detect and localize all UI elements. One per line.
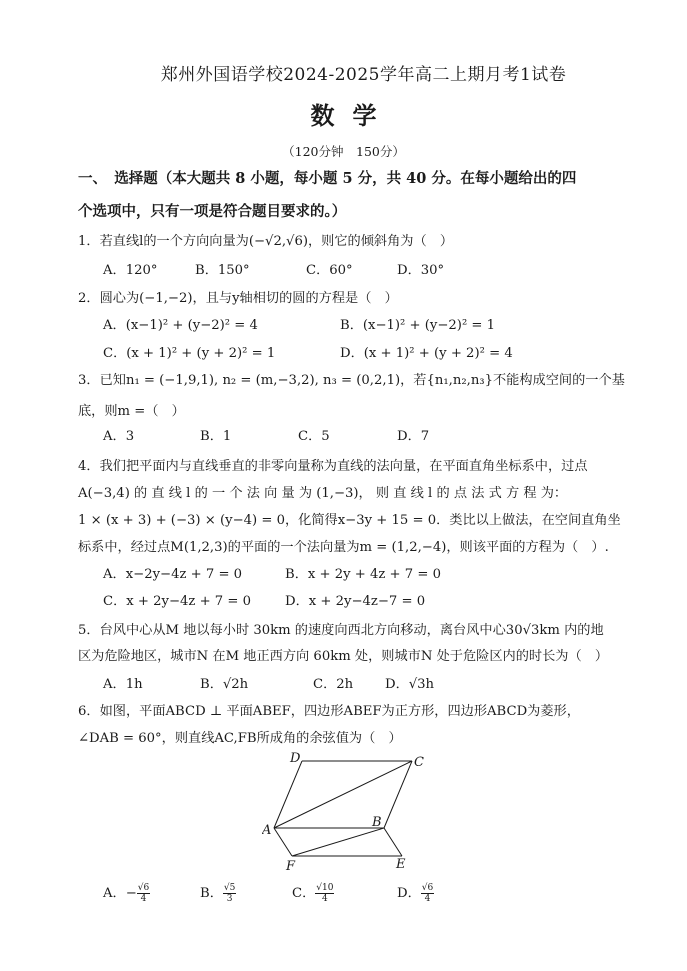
q3-stem-line2: 底，则m =（ ） — [78, 404, 185, 419]
q6-geometry-figure — [262, 748, 432, 870]
q6-stem-line1: 6．如图，平面ABCD ⊥ 平面ABEF，四边形ABEF为正方形，四边形ABCD为菱形， — [78, 704, 580, 719]
q5-option-b: B．√2h — [200, 677, 249, 692]
exam-timing: （120分钟 150分） — [282, 144, 405, 159]
q6-option-b-letter: B． — [200, 886, 223, 901]
q2-option-d: D．(x + 1)² + (y + 2)² = 4 — [340, 346, 513, 361]
q2-option-b: B．(x−1)² + (y−2)² = 1 — [340, 318, 496, 333]
q3-option-d: D．7 — [397, 429, 430, 444]
q6-option-a — [103, 882, 150, 904]
section-heading-line2: 个选项中，只有一项是符合题目要求的。） — [78, 203, 347, 220]
q4-stem-line4: 标系中，经过点M(1,2,3)的平面的一个法向量为m = (1,2,−4)，则该平面的方程为（ ）. — [78, 540, 609, 555]
q5-option-d: D．√3h — [385, 677, 435, 692]
section-heading-line1: 一、 选择题（本大题共 8 小题，每小题 5 分，共 40 分。在每小题给出的四 — [78, 170, 577, 187]
q5-option-c: C．2h — [313, 677, 354, 692]
q6-stem-line2: ∠DAB = 60°，则直线AC,FB所成角的余弦值为（ ） — [78, 731, 402, 746]
q3-option-a: A．3 — [103, 429, 135, 444]
q6-option-b — [200, 882, 236, 904]
q4-option-b: B．x + 2y + 4z + 7 = 0 — [285, 567, 442, 582]
q1-option-d: D．30° — [397, 263, 445, 278]
q6-option-b-denominator: 3 — [226, 894, 233, 904]
q3-option-c: C．5 — [298, 429, 330, 444]
label-a: A — [262, 823, 272, 838]
q6-option-a-fraction — [137, 883, 150, 904]
q4-stem-line1: 4．我们把平面内与直线垂直的非零向量称为直线的法向量，在平面直角坐标系中，过点 — [78, 459, 588, 474]
school-title: 郑州外国语学校2024-2025学年高二上期月考1试卷 — [160, 65, 567, 85]
q6-option-c-denominator: 4 — [322, 894, 328, 904]
label-b: B — [372, 815, 382, 830]
q1-option-a: A．120° — [103, 263, 158, 278]
q4-option-a: A．x−2y−4z + 7 = 0 — [103, 567, 243, 582]
q2-option-a: A．(x−1)² + (y−2)² = 4 — [103, 318, 258, 333]
q6-option-d-numerator: √6 — [421, 883, 434, 893]
q6-option-b-numerator: √5 — [223, 883, 236, 893]
q1-option-c: C．60° — [306, 263, 353, 278]
edge-be — [384, 828, 402, 856]
q6-option-a-numerator: √6 — [137, 883, 150, 893]
edge-af — [274, 828, 292, 856]
q5-stem-line2: 区为危险地区，城市N 在M 地正西方向 60km 处，则城市N 处于危险区内的时长为（ ） — [78, 649, 609, 664]
edge-cb — [384, 761, 412, 828]
q3-stem-line1: 3．已知n₁ = (−1,9,1), n₂ = (m,−3,2), n₃ = (0,2,1)，若{n₁,n₂,n₃}不能构成空间的一个基 — [78, 373, 625, 388]
q2-stem: 2．圆心为(−1,−2)，且与y轴相切的圆的方程是（ ） — [78, 291, 398, 306]
label-c: C — [414, 755, 424, 770]
q6-option-c-letter: C． — [292, 886, 316, 901]
q6-option-c — [292, 882, 334, 904]
q6-option-d-letter: D． — [397, 886, 421, 901]
q6-option-c-numerator: √10 — [316, 883, 334, 893]
q2-option-c: C．(x + 1)² + (y + 2)² = 1 — [103, 346, 276, 361]
label-e: E — [396, 857, 406, 870]
q3-option-b: B．1 — [200, 429, 232, 444]
q6-option-c-fraction — [315, 883, 334, 904]
q4-stem-line3: 1 × (x + 3) + (−3) × (y−4) = 0，化简得x−3y + 15 = 0．类比以上做法，在空间直角坐 — [78, 513, 621, 528]
q5-option-a: A．1h — [103, 677, 143, 692]
q6-option-a-letter: A． — [103, 886, 126, 901]
q6-option-d-fraction — [421, 883, 434, 904]
q6-option-a-denominator: 4 — [140, 894, 147, 904]
q4-option-d: D．x + 2y−4z−7 = 0 — [285, 594, 426, 609]
diagonal-ac — [274, 761, 412, 828]
q6-option-d — [397, 882, 434, 904]
q1-option-b: B．150° — [195, 263, 250, 278]
q5-stem-line1: 5．台风中心从M 地以每小时 30km 的速度向西北方向移动，离台风中心30√3km 内的地 — [78, 623, 604, 638]
q1-stem: 1．若直线l的一个方向向量为(−√2,√6)，则它的倾斜角为（ ） — [78, 234, 454, 249]
segment-fb — [292, 828, 384, 856]
label-f: F — [286, 859, 296, 870]
q6-option-d-denominator: 4 — [424, 894, 431, 904]
q6-option-a-sign: − — [125, 886, 137, 901]
q4-stem-line2: A(−3,4) 的 直 线 l 的 一 个 法 向 量 为 (1,−3)， 则 直 线 l 的 点 法 式 方 程 为： — [78, 486, 568, 501]
edge-da — [274, 761, 302, 828]
q4-option-c: C．x + 2y−4z + 7 = 0 — [103, 594, 252, 609]
label-d: D — [290, 751, 301, 766]
q6-option-b-fraction — [223, 883, 236, 904]
subject-title: 数学 — [310, 101, 395, 130]
